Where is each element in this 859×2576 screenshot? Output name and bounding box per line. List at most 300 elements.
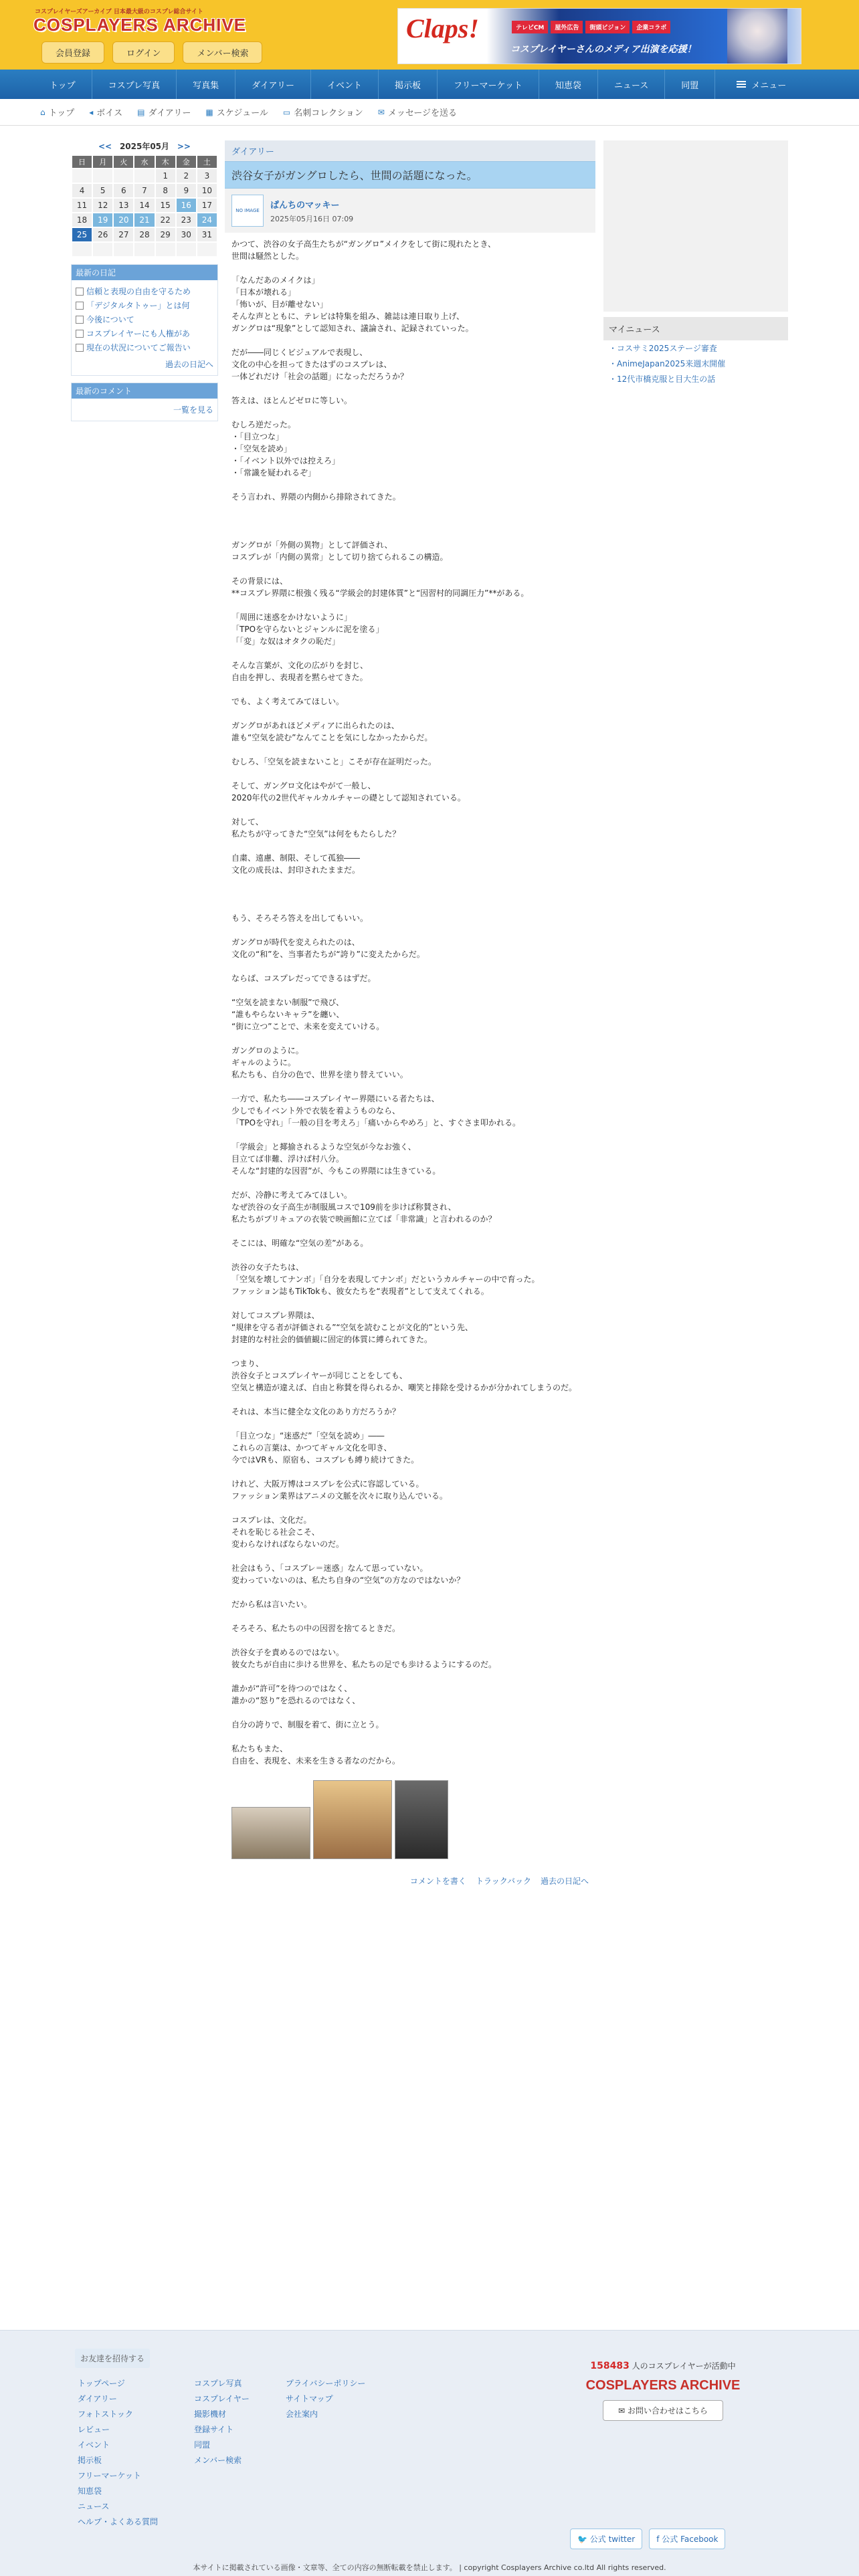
article-paragraph: 世間は騒然とした。: [231, 251, 304, 261]
article-paragraph: [231, 563, 589, 575]
twitter-button[interactable]: [570, 2529, 642, 2549]
banner-title: Claps!: [406, 13, 479, 43]
article-paragraph: [231, 1129, 589, 1141]
article-paragraph: [231, 1731, 589, 1743]
article-paragraph: 対して、: [231, 817, 264, 827]
right-sidebar: [603, 140, 788, 387]
diary-article: [225, 140, 595, 1895]
footer-link[interactable]: トップページ: [78, 2379, 125, 2388]
article-paragraph: 誰も“空気を読む”なんてことを気にしなかったからだ。: [231, 733, 433, 742]
footer-link[interactable]: コスプレ写真: [194, 2379, 242, 2388]
footer-link[interactable]: サイトマップ: [285, 2394, 333, 2403]
trackback-link[interactable]: トラックバック: [475, 1876, 531, 1886]
calendar-day: 7: [134, 184, 154, 197]
past-diary-link[interactable]: 過去の日記へ: [165, 360, 213, 369]
article-paragraph: 「「変」な奴はオタクの恥だ」: [231, 637, 341, 646]
weekday-label: 土: [197, 156, 217, 168]
footer-link[interactable]: 同盟: [194, 2440, 211, 2450]
article-paragraph: “誰もやらないキャラ”を纏い、: [231, 1010, 345, 1019]
article-paragraph: 誰かの“怒り”を恐れるのではなく、: [231, 1696, 361, 1705]
calendar-blank: [114, 243, 133, 256]
article-paragraph: これらの言葉は、かつてギャル文化を叩き、: [231, 1443, 392, 1453]
calendar-day: 26: [93, 228, 112, 241]
weekday-label: 月: [93, 156, 112, 168]
twitter-label: 公式 twitter: [589, 2535, 636, 2544]
article-paragraph: 文化の成長は、封印されたままだ。: [231, 865, 361, 875]
article-paragraph: [231, 1297, 589, 1309]
article-paragraph: [231, 479, 589, 491]
article-paragraph: ギャルのように。: [231, 1058, 296, 1067]
footer-link[interactable]: フォトストック: [78, 2409, 133, 2419]
calendar-day-with-entry[interactable]: 16: [177, 199, 196, 212]
subnav-label: ボイス: [96, 108, 123, 118]
header-buttons: [41, 41, 262, 64]
subnav-label: トップ: [48, 108, 75, 118]
photo-thumbnails: [225, 1772, 595, 1867]
article-paragraph: そんな“封建的な因習”が、今もこの界隈には生きている。: [231, 1166, 441, 1176]
author-info: [225, 189, 595, 233]
recent-diary-item[interactable]: [76, 328, 213, 339]
login-button[interactable]: ログイン: [112, 41, 175, 64]
calendar-blank: [114, 169, 133, 183]
article-paragraph: 文化の中心を担ってきたはずのコスプレは、: [231, 360, 392, 369]
nav-alliance[interactable]: 同盟: [665, 70, 715, 99]
subnav-schedule[interactable]: [205, 106, 268, 118]
weekday-label: 木: [156, 156, 175, 168]
article-paragraph: [231, 503, 589, 515]
calendar-blank: [93, 169, 112, 183]
footer-link[interactable]: ニュース: [78, 2502, 110, 2511]
article-paragraph: 文化の“和”を、当事者たちが“誇り”に変えたからだ。: [231, 950, 425, 959]
news-item[interactable]: ・AnimeJapan2025来週末開催: [609, 359, 726, 368]
article-paragraph: 「怖いが、目が離せない」: [231, 300, 328, 309]
article-paragraph: ・「常識を疑われるぞ」: [231, 468, 316, 477]
recent-diary-item-label: 今後について: [86, 315, 134, 324]
article-paragraph: ・「イベント以外では控えろ」: [231, 456, 341, 465]
news-item[interactable]: ・12代市橋克服と目大生の話: [609, 374, 716, 384]
article-paragraph: かつて、渋谷の女子高生たちが“ガングロ”メイクをして街に現れたとき、: [231, 239, 496, 249]
recent-diary-item[interactable]: [76, 300, 213, 311]
article-paragraph: [231, 960, 589, 972]
past-diary-link[interactable]: 過去の日記へ: [540, 1876, 589, 1886]
article-paragraph: [231, 1634, 589, 1646]
card-icon: ▭: [282, 107, 291, 117]
article-paragraph: その背景には、: [231, 576, 288, 586]
article-paragraph: [231, 334, 589, 346]
calendar-day-with-entry[interactable]: 20: [114, 213, 133, 227]
contact-label: お問い合わせはこちら: [627, 2406, 708, 2416]
article-paragraph: むしろ、「空気を読まないこと」こそが存在証明だった。: [231, 757, 437, 766]
document-icon: [76, 316, 84, 324]
nav-flea-market[interactable]: フリーマーケット: [438, 70, 539, 99]
article-paragraph: 封建的な村社会的価値観に固定的体質に縛られてきた。: [231, 1335, 433, 1344]
document-icon: [76, 330, 84, 338]
footer-column: [194, 2377, 250, 2527]
left-sidebar: [71, 140, 218, 421]
article-paragraph: ・「空気を読め」: [231, 444, 292, 453]
calendar-day: 14: [134, 199, 154, 212]
write-comment-link[interactable]: コメントを書く: [409, 1876, 466, 1886]
article-paragraph: [231, 888, 589, 900]
site-logo[interactable]: COSPLAYERS ARCHIVE: [33, 15, 247, 35]
footer-logo[interactable]: COSPLAYERS ARCHIVE: [585, 2378, 741, 2393]
article-paragraph: [231, 1707, 589, 1719]
article-paragraph: 一方で、私たち――コスプレイヤー界隈にいる者たちは、: [231, 1094, 440, 1103]
calendar-month: 2025年05月: [119, 142, 170, 151]
recent-diary-item-label: 現在の状況についてご報告い: [86, 343, 191, 352]
article-paragraph: “空気を読まない制服”で飛び、: [231, 998, 344, 1007]
weekday-label: 日: [72, 156, 92, 168]
article-paragraph: ならば、コスプレだってできるはずだ。: [231, 974, 376, 983]
article-paragraph: ガングロが時代を変えられたのは、: [231, 938, 360, 947]
recent-diary-item-label: コスプレイヤーにも人権があ: [86, 329, 190, 338]
article-paragraph: [231, 840, 589, 852]
footer-link[interactable]: 撮影機材: [194, 2409, 227, 2419]
subnav-label: 名刺コレクション: [294, 108, 363, 118]
calendar-day: 5: [93, 184, 112, 197]
footer-link[interactable]: プライバシーポリシー: [285, 2379, 366, 2388]
calendar-prev-button[interactable]: <<: [98, 142, 112, 151]
article-paragraph: 変わらなければならないのだ。: [231, 1539, 345, 1549]
photo-thumbnail[interactable]: [395, 1780, 448, 1859]
article-paragraph: だから私は言いたい。: [231, 1600, 312, 1609]
article-paragraph: [231, 1249, 589, 1261]
news-item-label: 12代市橋克服と目大生の話: [617, 374, 716, 384]
twitter-icon: 🐦: [577, 2535, 587, 2544]
banner-tags: [512, 21, 670, 33]
calendar-nav: [71, 140, 218, 152]
article-paragraph: [231, 1418, 589, 1430]
member-count: [573, 2360, 753, 2371]
home-icon: ⌂: [40, 107, 45, 117]
book-icon: ▤: [137, 107, 145, 117]
hamburger-icon: [737, 80, 746, 89]
recent-diary-item-label: 信頼と表現の自由を守るため: [86, 287, 191, 296]
calendar-day: 8: [156, 184, 175, 197]
weekday-label: 火: [114, 156, 133, 168]
article-paragraph: [231, 515, 589, 527]
article-paragraph: コスプレが「内側の異常」として切り捨てられるこの構造。: [231, 552, 448, 562]
article-paragraph: 渋谷の女子たちは、: [231, 1263, 304, 1272]
article-paragraph: 少しでもイベント外で衣装を着ようものなら、: [231, 1106, 401, 1115]
article-paragraph: 自由を、表現を、未来を生きる者なのだから。: [231, 1756, 401, 1765]
calendar-day: 13: [114, 199, 133, 212]
comments-list-link[interactable]: 一覧を見る: [173, 405, 213, 415]
footer-link[interactable]: ダイアリー: [78, 2394, 117, 2403]
article-paragraph: 「なんだあのメイクは」: [231, 276, 320, 285]
subnav-cards[interactable]: [283, 106, 363, 118]
news-item-label: コスサミ2025ステージ審査: [617, 344, 717, 353]
article-paragraph: [231, 1610, 589, 1622]
news-item[interactable]: ・コスサミ2025ステージ審査: [609, 344, 717, 353]
document-icon: [76, 302, 84, 310]
article-paragraph: [231, 647, 589, 659]
article-paragraph: けれど、大阪万博はコスプレを公式に容認している。: [231, 1479, 424, 1489]
article-paragraph: 今ではVRも、原宿も、コスプレも縛り続けてきた。: [231, 1455, 419, 1465]
article-paragraph: 「空気を壊してナンボ」「自分を表現してナンボ」だというカルチャーの中で育った。: [231, 1275, 540, 1284]
article-paragraph: もう、そろそろ答えを出してもいい。: [231, 914, 369, 923]
weekday-label: 水: [134, 156, 154, 168]
article-paragraph: そんな言葉が、文化の広がりを封じ、: [231, 661, 369, 670]
article-paragraph: 「TPOを守れ」「一般の目を考えろ」「痛いからやめろ」と、すぐさま叩かれる。: [231, 1118, 521, 1128]
banner-character-image: [727, 9, 787, 64]
article-paragraph: 社会はもう、「コスプレ＝迷惑」なんて思っていない。: [231, 1564, 428, 1573]
article-paragraph: [231, 383, 589, 395]
article-paragraph: 自分の誇りで、制服を着て、街に立とう。: [231, 1720, 384, 1729]
photo-thumbnail[interactable]: [313, 1780, 392, 1859]
calendar-day: 9: [177, 184, 196, 197]
banner-tag: 街頭ビジョン: [585, 21, 630, 33]
article-paragraph: ガングロがあれほどメディアに出られたのは、: [231, 721, 399, 730]
article-paragraph: [231, 1586, 589, 1598]
calendar-day-with-entry[interactable]: 19: [93, 213, 112, 227]
author-name[interactable]: ぱんちのマッキー: [270, 200, 340, 211]
banner-copy: コスプレイヤーさんのメディア出演を応援！: [510, 44, 696, 55]
footer-column: [286, 2377, 365, 2527]
nav-menu[interactable]: [721, 70, 802, 99]
article-paragraph: それを恥じる社会こそ、: [231, 1527, 320, 1537]
envelope-icon: ✉: [377, 107, 385, 117]
news-item-label: AnimeJapan2025来週末開催: [617, 359, 726, 368]
footer-link[interactable]: フリーマーケット: [78, 2471, 141, 2480]
facebook-label: 公式 Facebook: [662, 2535, 719, 2544]
article-paragraph: [231, 1081, 589, 1093]
subnav-label: メッセージを送る: [387, 108, 458, 118]
article-paragraph: [231, 1033, 589, 1045]
recent-comments-heading: 最新のコメント: [72, 383, 217, 399]
my-news-heading: マイニュース: [603, 317, 788, 340]
article-paragraph: 変わっていないのは、私たち自身の“空気”の方なのではないか？: [231, 1576, 465, 1585]
nav-diary[interactable]: ダイアリー: [235, 70, 311, 99]
footer-link[interactable]: 掲示板: [78, 2456, 102, 2465]
subnav-label: ダイアリー: [148, 108, 191, 118]
user-subnav: [0, 99, 859, 126]
article-paragraph: 対してコスプレ界隈は、: [231, 1311, 320, 1320]
nav-menu-label: メニュー: [751, 80, 787, 91]
calendar-blank: [134, 243, 154, 256]
footer-link[interactable]: イベント: [78, 2440, 110, 2450]
calendar-next-button[interactable]: >>: [177, 142, 191, 151]
subnav-voice[interactable]: [89, 106, 122, 118]
footer-link[interactable]: レビュー: [78, 2425, 110, 2434]
article-paragraph: 「目立つな」“迷惑だ”「空気を読め」――: [231, 1431, 385, 1440]
calendar-day: 17: [197, 199, 217, 212]
footer-link[interactable]: 知恵袋: [78, 2486, 102, 2496]
calendar-day-today[interactable]: 25: [72, 228, 92, 241]
article-paragraph: [231, 1502, 589, 1514]
calendar-day: 10: [197, 184, 217, 197]
nav-qa[interactable]: 知恵袋: [539, 70, 598, 99]
article-paragraph: 目立てば非難、浮けば村八分。: [231, 1154, 345, 1164]
article-paragraph: だが、冷静に考えてみてほしい。: [231, 1190, 353, 1200]
footer-link[interactable]: メンバー検索: [194, 2456, 242, 2465]
subnav-top[interactable]: [40, 106, 74, 118]
article-paragraph: [231, 1225, 589, 1237]
post-date: 2025年05月16日 07:09: [270, 214, 354, 223]
calendar-day: 15: [156, 199, 175, 212]
article-paragraph: 自由を押し、表現者を黙らせてきた。: [231, 673, 368, 682]
calendar-blank: [197, 243, 217, 256]
article-paragraph: [231, 984, 589, 996]
calendar-day: 22: [156, 213, 175, 227]
article-paragraph: ファッション業界はアニメの文脈を次々に取り込んでいる。: [231, 1491, 448, 1501]
invite-friends-button[interactable]: お友達を招待する: [75, 2349, 150, 2368]
article-paragraph: そこには、明確な“空気の差”がある。: [231, 1239, 369, 1248]
calendar-day: 6: [114, 184, 133, 197]
article-paragraph: 「日本が壊れる」: [231, 288, 296, 297]
article-links: [225, 1867, 595, 1895]
calendar-icon: ▦: [205, 107, 213, 117]
calendar-day-with-entry[interactable]: 24: [197, 213, 217, 227]
calendar-day: 3: [197, 169, 217, 183]
article-paragraph: コスプレは、文化だ。: [231, 1515, 312, 1525]
social-links: [570, 2529, 725, 2549]
article-paragraph: ガングロが「外側の異物」として評価され、: [231, 540, 393, 550]
recent-comments-box: [71, 383, 218, 421]
calendar-blank: [72, 243, 92, 256]
article-paragraph: [231, 599, 589, 611]
calendar-blank: [156, 243, 175, 256]
article-paragraph: “規律を守る者が評価される”“空気を読むことが文化的”という先、: [231, 1323, 473, 1332]
nav-top[interactable]: トップ: [33, 70, 92, 99]
calendar-blank: [93, 243, 112, 256]
recent-diary-item-label: 「デジタルタトゥー」とは何: [86, 301, 190, 310]
calendar: [71, 154, 218, 257]
banner-tag: 屋外広告: [551, 21, 583, 33]
calendar-day: 12: [93, 199, 112, 212]
article-paragraph: むしろ逆だった。: [231, 420, 296, 429]
avatar[interactable]: NO IMAGE: [231, 195, 264, 227]
calendar-day: 23: [177, 213, 196, 227]
article-paragraph: ファッション誌もTikTokも、彼女たちを“表現者”として支えてくれる。: [231, 1287, 489, 1296]
site-header: [0, 0, 859, 70]
photo-thumbnail[interactable]: [231, 1807, 310, 1859]
article-paragraph: [231, 708, 589, 720]
article-paragraph: そろそろ、私たちの中の因習を捨てるときだ。: [231, 1624, 401, 1633]
facebook-button[interactable]: [649, 2529, 725, 2549]
article-paragraph: 「周囲に迷惑をかけないように」: [231, 613, 353, 622]
article-paragraph: そして、ガングロ文化はやがて一般し、: [231, 781, 376, 790]
article-paragraph: 答えは、ほとんどゼロに等しい。: [231, 396, 353, 405]
article-paragraph: 空気と構造が違えば、自由と称賛を得られるか、嘲笑と排除を受けるかが分かれてしまうのだ。: [231, 1383, 577, 1392]
calendar-day: 27: [114, 228, 133, 241]
member-count-number: 158483: [590, 2361, 630, 2371]
article-paragraph: そんな声とともに、テレビは特集を組み、雑誌は連日取り上げ、: [231, 312, 465, 321]
article-paragraph: [231, 683, 589, 695]
article-paragraph: 私たちもまた、: [231, 1744, 288, 1753]
article-paragraph: [231, 1671, 589, 1683]
article-paragraph: 私たちがプリキュアの衣装で映画館に立てば「非常識」と言われるのか？: [231, 1214, 496, 1224]
article-paragraph: でも、よく考えてみてほしい。: [231, 697, 345, 706]
member-search-button[interactable]: メンバー検索: [183, 41, 262, 64]
calendar-day: 30: [177, 228, 196, 241]
article-paragraph: [231, 900, 589, 912]
article-paragraph: “街に立つ”ことで、未来を変えていける。: [231, 1022, 385, 1031]
recent-diary-item[interactable]: [76, 314, 213, 325]
breadcrumb[interactable]: ダイアリー: [225, 140, 595, 161]
calendar-day: 4: [72, 184, 92, 197]
article-paragraph: [231, 768, 589, 780]
subnav-message[interactable]: [378, 106, 457, 118]
article-paragraph: [231, 407, 589, 419]
recent-diary-item[interactable]: [76, 286, 213, 297]
recent-diary-item[interactable]: [76, 342, 213, 353]
article-body: [225, 233, 595, 1772]
document-icon: [76, 344, 84, 352]
contact-button[interactable]: ✉ お問い合わせはこちら: [603, 2400, 723, 2421]
footer-column: [78, 2377, 158, 2527]
recent-diary-heading: 最新の日記: [72, 265, 217, 280]
ad-placeholder: [603, 140, 788, 312]
article-paragraph: [231, 527, 589, 539]
article-paragraph: [231, 1346, 589, 1358]
footer-right: [573, 2360, 753, 2421]
nav-photobooks[interactable]: 写真集: [177, 70, 235, 99]
article-paragraph: ガングロのように。: [231, 1046, 304, 1055]
article-paragraph: [231, 1177, 589, 1189]
article-paragraph: 「学級会」と揶揄されるような空気が今なお強く、: [231, 1142, 416, 1152]
article-title: 渋谷女子がガングロしたら、世間の話題になった。: [225, 161, 595, 189]
article-paragraph: 「TPOを守らないとジャンルに泥を塗る」: [231, 625, 384, 634]
claps-banner[interactable]: [397, 8, 801, 64]
article-paragraph: ・「目立つな」: [231, 432, 284, 441]
article-paragraph: [231, 744, 589, 756]
calendar-blank: [72, 169, 92, 183]
calendar-blank: [177, 243, 196, 256]
article-paragraph: 2020年代の2世代ギャルカルチャーの礎として認知されている。: [231, 793, 466, 802]
logo-tagline: コスプレイヤーズアーカイブ 日本最大級のコスプレ総合サイト: [35, 9, 203, 15]
footer-link[interactable]: コスプレイヤー: [194, 2394, 250, 2403]
article-paragraph: だが――同じくビジュアルで表現し、: [231, 348, 368, 357]
footer-link[interactable]: ヘルプ・よくある質問: [78, 2517, 159, 2527]
article-paragraph: [231, 924, 589, 936]
weekday-label: 金: [177, 156, 196, 168]
nav-cosplay-photos[interactable]: コスプレ写真: [92, 70, 177, 99]
main-nav: [0, 70, 859, 99]
calendar-day: 29: [156, 228, 175, 241]
calendar-day: 11: [72, 199, 92, 212]
article-paragraph: 私たちが守ってきた“空気”は何をもたらした？: [231, 829, 401, 839]
subnav-diary[interactable]: [137, 106, 191, 118]
recent-diary-box: [71, 264, 218, 376]
member-count-text: 人のコスプレイヤーが活動中: [632, 2361, 736, 2371]
article-paragraph: なぜ渋谷の女子高生が制服風コスで109前を歩けば称賛され、: [231, 1202, 456, 1212]
article-paragraph: 渋谷女子とコスプレイヤーが同じことをしても、: [231, 1371, 407, 1380]
calendar-day: 2: [177, 169, 196, 183]
calendar-day-with-entry[interactable]: 21: [134, 213, 154, 227]
footer-link[interactable]: 登録サイト: [194, 2425, 234, 2434]
calendar-day: 18: [72, 213, 92, 227]
nav-bbs[interactable]: 掲示板: [379, 70, 438, 99]
footer-links: [78, 2377, 365, 2527]
calendar-blank: [134, 169, 154, 183]
subnav-label: スケジュール: [216, 108, 268, 118]
article-paragraph: つまり、: [231, 1359, 264, 1368]
article-paragraph: 誰かが“許可”を待つのではなく、: [231, 1684, 353, 1693]
megaphone-icon: ◂: [89, 107, 94, 117]
footer-link[interactable]: 会社案内: [285, 2409, 318, 2419]
register-button[interactable]: 会員登録: [41, 41, 104, 64]
calendar-day: 28: [134, 228, 154, 241]
nav-events[interactable]: イベント: [311, 70, 379, 99]
banner-tag: テレビCM: [512, 21, 548, 33]
article-paragraph: ガングロは“現象”として認知され、議論され、記録されていった。: [231, 324, 474, 333]
article-paragraph: **コスプレ界隈に根強く残る“学級会的封建体質”と“因習村的同調圧力”**がある。: [231, 588, 529, 598]
calendar-day: 1: [156, 169, 175, 183]
article-paragraph: そう言われ、界隈の内側から排除されてきた。: [231, 492, 401, 502]
article-paragraph: 自粛、遠慮、制限、そして孤独――: [231, 853, 361, 863]
nav-news[interactable]: ニュース: [598, 70, 665, 99]
